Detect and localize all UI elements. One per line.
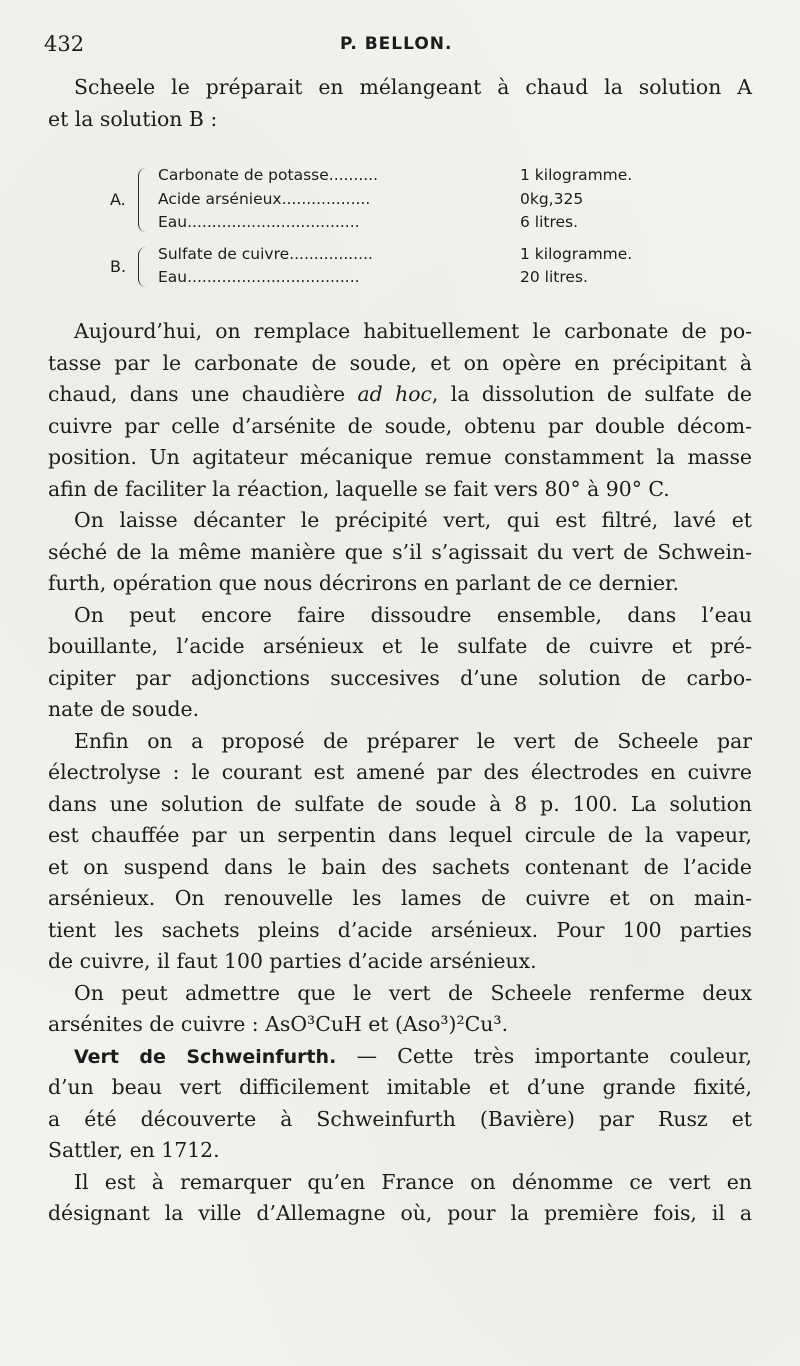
text-line: Aujourd’hui, on remplace habituellement le carbonate de po- bbox=[74, 319, 752, 343]
recipe-row bbox=[110, 266, 670, 290]
running-head bbox=[44, 32, 756, 62]
text-line: furth, opération que nous décrirons en parlant de ce dernier. bbox=[48, 571, 680, 595]
ingredient-quantity: 6 litres. bbox=[520, 213, 579, 231]
ingredient-quantity: 20 litres. bbox=[520, 268, 588, 286]
text-line: électrolyse : le courant est amené par des électrodes en cuivre bbox=[48, 760, 752, 784]
text-line: Il est à remarquer qu’en France on dénomme ce vert en bbox=[74, 1169, 752, 1194]
text-segment: — Cette très importante couleur, bbox=[336, 1043, 752, 1068]
ingredient-name: Eau................................... bbox=[158, 213, 360, 231]
recipe-group-a bbox=[110, 164, 670, 235]
text-line: et on suspend dans le bain des sachets contenant de l’acide bbox=[48, 854, 752, 879]
text-line: tient les sachets pleins d’acide arsénieux. Pour 100 parties bbox=[48, 917, 752, 942]
text-line: On laisse décanter le précipité vert, qui est filtré, lavé et bbox=[74, 508, 752, 532]
text-line bbox=[48, 379, 752, 411]
text-line: désignant la ville d’Allemagne où, pour la première fois, il a bbox=[48, 1201, 752, 1225]
text-line: de cuivre, il faut 100 parties d’acide arsénieux. bbox=[48, 949, 537, 973]
recipe-group-b bbox=[110, 243, 670, 290]
text-line: cuivre par celle d’arsénite de soude, obtenu par double décom- bbox=[48, 413, 752, 438]
text-line: tasse par le carbonate de soude, et on opère en précipitant à bbox=[48, 350, 752, 375]
text-line: On peut encore faire dissoudre ensemble, dans l’eau bbox=[74, 602, 752, 627]
ingredient-quantity: 1 kilogramme. bbox=[520, 244, 633, 263]
text-line: cipiter par adjonctions succesives d’une solution de carbo- bbox=[48, 665, 752, 690]
text-line: Sattler, en 1712. bbox=[48, 1138, 220, 1162]
text-line: d’un beau vert difficilement imitable et d’une grande fixité, bbox=[48, 1075, 752, 1099]
text-line: arsénites de cuivre : AsO³CuH et (Aso³)²Cu³. bbox=[48, 1012, 509, 1036]
group-label: A. bbox=[110, 190, 126, 209]
italic-term: ad hoc bbox=[357, 382, 432, 406]
text-line: arsénieux. On renouvelle les lames de cuivre et on main- bbox=[48, 886, 752, 910]
text-segment: , la dissolution de sulfate de bbox=[431, 382, 752, 406]
ingredient-quantity: 0kg,325 bbox=[520, 189, 584, 208]
ingredient-name: Acide arsénieux.................. bbox=[158, 189, 371, 208]
text-line: Scheele le préparait en mélangeant à chaud la solution A bbox=[74, 75, 752, 99]
ingredient-name: Sulfate de cuivre................. bbox=[158, 244, 373, 263]
ingredient-name: Eau................................... bbox=[158, 268, 360, 286]
group-label: B. bbox=[110, 256, 127, 276]
page-number: 432 bbox=[44, 32, 85, 56]
text-line: et la solution B : bbox=[48, 106, 218, 131]
text-line bbox=[48, 1041, 752, 1073]
recipe-table bbox=[110, 164, 670, 298]
text-line: a été découverte à Schweinfurth (Bavière) par Rusz et bbox=[48, 1106, 752, 1131]
recipe-row bbox=[110, 164, 670, 188]
text-line: bouillante, l’acide arsénieux et le sulfate de cuivre et pré- bbox=[48, 634, 752, 658]
text-line: Enfin on a proposé de préparer le vert de Scheele par bbox=[74, 728, 752, 753]
running-title: P. BELLON. bbox=[340, 34, 453, 54]
text-line: dans une solution de sulfate de soude à 8 p. 100. La solution bbox=[48, 791, 752, 816]
ingredient-name: Carbonate de potasse.......... bbox=[158, 166, 379, 184]
text-line: séché de la même manière que s’il s’agissait du vert de Schwein- bbox=[48, 539, 752, 564]
text-line: nate de soude. bbox=[48, 697, 200, 721]
body-text bbox=[48, 316, 752, 1230]
recipe-row bbox=[110, 211, 670, 235]
intro-paragraph bbox=[48, 72, 752, 135]
text-line: est chauffée par un serpentin dans lequel circule de la vapeur, bbox=[48, 823, 752, 847]
text-line: position. Un agitateur mécanique remue constamment la masse bbox=[48, 445, 752, 469]
ingredient-quantity: 1 kilogramme. bbox=[520, 166, 633, 184]
recipe-row bbox=[110, 188, 670, 212]
text-line: On peut admettre que le vert de Scheele renferme deux bbox=[74, 980, 752, 1005]
recipe-row bbox=[110, 243, 670, 267]
text-segment: chaud, dans une chaudière bbox=[48, 382, 358, 406]
text-line: afin de faciliter la réaction, laquelle se fait vers 80° à 90° C. bbox=[48, 476, 670, 501]
section-heading: Vert de Schweinfurth. bbox=[74, 1045, 337, 1068]
